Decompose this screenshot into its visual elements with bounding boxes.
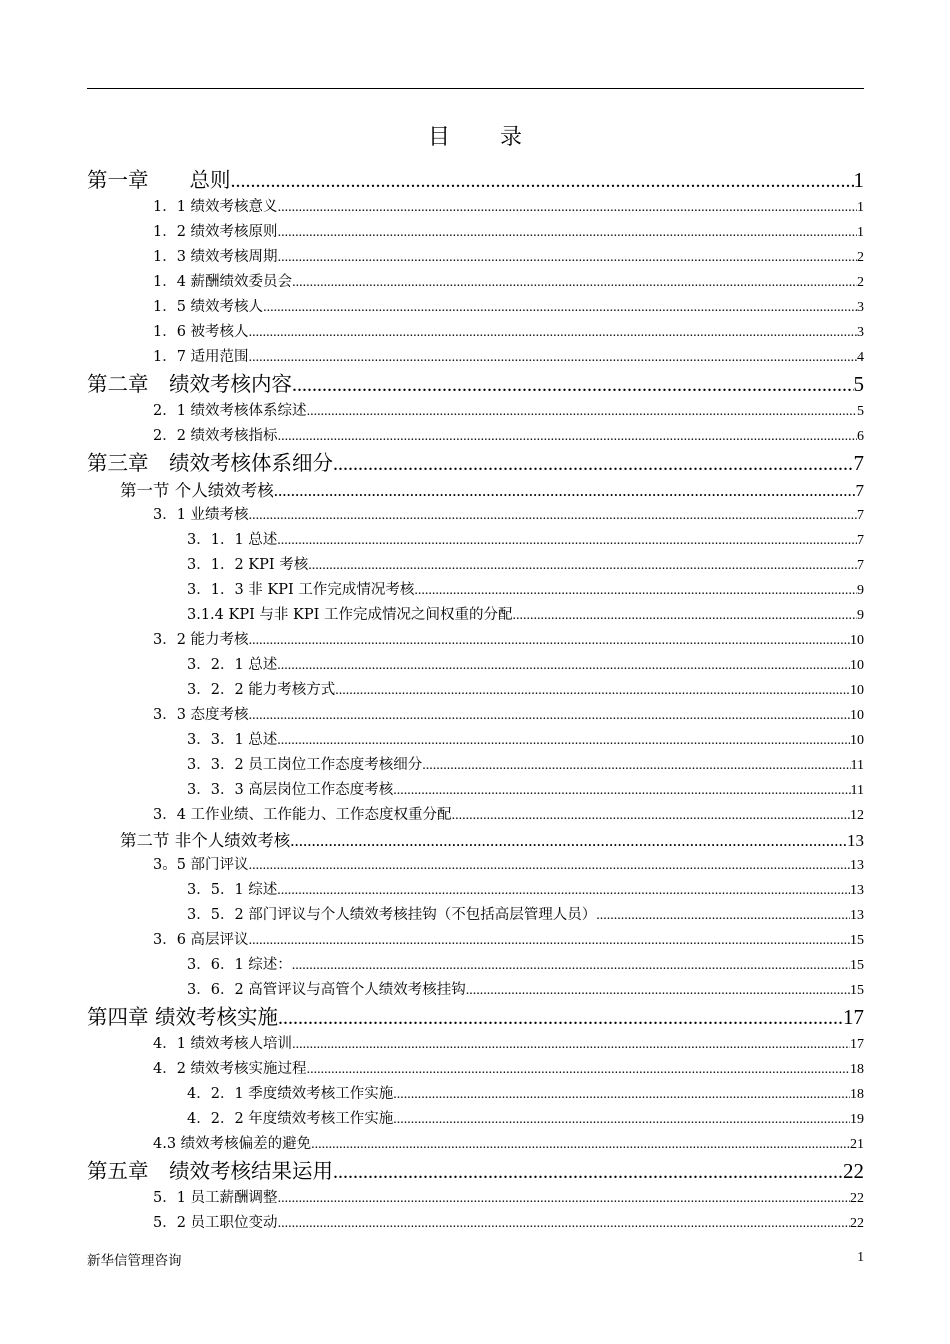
toc-entry-label: 3．1 业绩考核 bbox=[153, 507, 249, 523]
toc-entry[interactable] bbox=[87, 320, 864, 345]
toc-entry-page: 15 bbox=[850, 933, 864, 948]
toc-entry-label: 3．2 能力考核 bbox=[153, 632, 249, 648]
toc-entry-label: 第二节 非个人绩效考核 bbox=[120, 831, 291, 850]
toc-entry[interactable] bbox=[87, 220, 864, 245]
toc-entry-label: 1．3 绩效考核周期 bbox=[153, 249, 278, 265]
toc-entry-label: 3．1．2 KPI 考核 bbox=[187, 557, 309, 573]
toc-entry-page: 4 bbox=[857, 350, 864, 365]
toc-entry-page: 13 bbox=[850, 908, 864, 923]
toc-entry-page: 15 bbox=[850, 983, 864, 998]
toc-entry-label: 5．2 员工职位变动 bbox=[153, 1215, 278, 1231]
toc-entry-label: 1．7 适用范围 bbox=[153, 349, 249, 365]
toc-title bbox=[0, 120, 950, 151]
toc-entry-page: 1 bbox=[857, 225, 864, 240]
toc-entry-label: 3．3．3 高层岗位工作态度考核 bbox=[187, 782, 394, 798]
toc-dot-leader bbox=[452, 803, 850, 828]
toc-entry-page: 10 bbox=[850, 708, 864, 723]
toc-entry-label: 4.3 绩效考核偏差的避免 bbox=[153, 1136, 312, 1152]
toc-dot-leader bbox=[249, 503, 857, 528]
toc-dot-leader bbox=[333, 450, 854, 479]
toc-entry-page: 17 bbox=[850, 1037, 864, 1052]
toc-entry-label: 1．5 绩效考核人 bbox=[153, 299, 264, 315]
toc-entry[interactable] bbox=[87, 828, 864, 853]
toc-entry-label: 3．2．2 能力考核方式 bbox=[187, 682, 336, 698]
toc-dot-leader bbox=[249, 320, 857, 345]
toc-entry-page: 11 bbox=[850, 758, 864, 773]
toc-dot-leader bbox=[466, 978, 850, 1003]
toc-dot-leader bbox=[393, 1107, 850, 1132]
toc-dot-leader bbox=[278, 1186, 850, 1211]
toc-entry-page: 13 bbox=[850, 883, 864, 898]
toc-dot-leader bbox=[249, 928, 850, 953]
toc-entry-page: 17 bbox=[843, 1005, 864, 1029]
toc-entry-label: 1．4 薪酬绩效委员会 bbox=[153, 274, 293, 290]
toc-entry-page: 18 bbox=[850, 1062, 864, 1077]
toc-entry[interactable] bbox=[87, 803, 864, 828]
toc-entry[interactable] bbox=[87, 449, 864, 478]
toc-entry-page: 6 bbox=[857, 429, 864, 444]
toc-entry-page: 7 bbox=[857, 558, 864, 573]
toc-entry[interactable] bbox=[87, 853, 864, 878]
toc-entry-label: 4．2 绩效考核实施过程 bbox=[153, 1061, 307, 1077]
toc-dot-leader bbox=[249, 703, 850, 728]
toc-dot-leader bbox=[249, 628, 850, 653]
toc-entry[interactable] bbox=[87, 628, 864, 653]
toc-dot-leader bbox=[311, 1132, 850, 1157]
toc-dot-leader bbox=[249, 853, 850, 878]
toc-entry-label: 3．1．1 总述 bbox=[187, 532, 278, 548]
toc-entry-page: 7 bbox=[857, 533, 864, 548]
toc-entry-page: 9 bbox=[857, 608, 864, 623]
toc-entry[interactable] bbox=[87, 345, 864, 370]
toc-entry-label: 3．5．2 部门评议与个人绩效考核挂钩（不包括高层管理人员） bbox=[187, 907, 597, 923]
toc-entry-label: 3．3 态度考核 bbox=[153, 707, 249, 723]
toc-dot-leader bbox=[333, 1158, 843, 1187]
toc-dot-leader bbox=[278, 1004, 843, 1033]
toc-dot-leader bbox=[278, 1211, 850, 1236]
toc-entry-page: 10 bbox=[850, 658, 864, 673]
toc-dot-leader bbox=[290, 828, 847, 853]
toc-entry-label: 3。5 部门评议 bbox=[153, 857, 249, 873]
toc-entry-label: 3．2．1 总述 bbox=[187, 657, 278, 673]
toc-dot-leader bbox=[414, 578, 857, 603]
toc-entry[interactable] bbox=[87, 1003, 864, 1032]
toc-entry-page: 7 bbox=[853, 451, 864, 475]
toc-entry-page: 3 bbox=[857, 325, 864, 340]
toc-entry-label: 第四章 绩效考核实施 bbox=[87, 1005, 279, 1029]
toc-entry[interactable] bbox=[87, 778, 864, 803]
toc-entry[interactable] bbox=[87, 678, 864, 703]
toc-entry-page: 5 bbox=[857, 404, 864, 419]
toc-entry-label: 1．6 被考核人 bbox=[153, 324, 249, 340]
toc-entry[interactable] bbox=[87, 195, 864, 220]
toc-entry[interactable] bbox=[87, 703, 864, 728]
toc-dot-leader bbox=[308, 553, 857, 578]
toc-entry-page: 15 bbox=[850, 958, 864, 973]
toc-entry-page: 1 bbox=[853, 168, 864, 192]
toc-entry[interactable] bbox=[87, 1057, 864, 1082]
toc-dot-leader bbox=[292, 953, 850, 978]
toc-entry-label: 3．5．1 综述 bbox=[187, 882, 278, 898]
toc-entry-label: 3．6．2 高管评议与高管个人绩效考核挂钩 bbox=[187, 982, 466, 998]
toc-entry-label: 1．2 绩效考核原则 bbox=[153, 224, 278, 240]
toc-entry-page: 3 bbox=[857, 300, 864, 315]
toc-dot-leader bbox=[278, 245, 857, 270]
toc-entry[interactable] bbox=[87, 1132, 864, 1157]
toc-entry[interactable] bbox=[87, 903, 864, 928]
toc-entry[interactable] bbox=[87, 295, 864, 320]
toc-entry-label: 1．1 绩效考核意义 bbox=[153, 199, 278, 215]
toc-entry-page: 21 bbox=[850, 1137, 864, 1152]
toc-entry[interactable] bbox=[87, 728, 864, 753]
toc-entry-page: 11 bbox=[850, 783, 864, 798]
toc-dot-leader bbox=[274, 478, 856, 503]
toc-title-right: 录 bbox=[500, 125, 523, 150]
toc-entry-label: 3.1.4 KPI 与非 KPI 工作完成情况之间权重的分配 bbox=[187, 607, 513, 623]
toc-entry[interactable] bbox=[87, 878, 864, 903]
toc-dot-leader bbox=[277, 653, 850, 678]
toc-dot-leader bbox=[335, 678, 850, 703]
toc-entry[interactable] bbox=[87, 245, 864, 270]
toc-dot-leader bbox=[278, 424, 857, 449]
toc-entry-page: 10 bbox=[850, 683, 864, 698]
toc-dot-leader bbox=[512, 603, 857, 628]
toc-dot-leader bbox=[596, 903, 850, 928]
toc-entry[interactable] bbox=[87, 553, 864, 578]
toc-dot-leader bbox=[422, 753, 850, 778]
toc-entry-label: 3．4 工作业绩、工作能力、工作态度权重分配 bbox=[153, 807, 452, 823]
toc-entry-label: 3．3．2 员工岗位工作态度考核细分 bbox=[187, 757, 423, 773]
toc-entry[interactable] bbox=[87, 370, 864, 399]
toc-entry-page: 22 bbox=[843, 1159, 864, 1183]
table-of-contents bbox=[87, 166, 864, 1236]
toc-entry[interactable] bbox=[87, 503, 864, 528]
toc-entry-label: 第三章 绩效考核体系细分 bbox=[87, 451, 333, 475]
footer-company: 新华信管理咨询 bbox=[87, 1253, 182, 1269]
toc-entry-page: 18 bbox=[850, 1087, 864, 1102]
toc-entry-page: 22 bbox=[850, 1216, 864, 1231]
toc-dot-leader bbox=[292, 371, 854, 400]
toc-entry-page: 13 bbox=[850, 858, 864, 873]
toc-dot-leader bbox=[277, 728, 850, 753]
toc-entry[interactable] bbox=[87, 953, 864, 978]
toc-dot-leader bbox=[231, 167, 854, 196]
toc-dot-leader bbox=[307, 1057, 850, 1082]
toc-entry[interactable] bbox=[87, 270, 864, 295]
toc-entry-label: 3．6 高层评议 bbox=[153, 932, 249, 948]
toc-entry-label: 5．1 员工薪酬调整 bbox=[153, 1190, 278, 1206]
toc-dot-leader bbox=[277, 528, 857, 553]
toc-entry[interactable] bbox=[87, 1032, 864, 1057]
toc-entry-label: 第五章 绩效考核结果运用 bbox=[87, 1159, 333, 1183]
toc-entry[interactable] bbox=[87, 1157, 864, 1186]
toc-dot-leader bbox=[263, 295, 857, 320]
toc-entry-label: 第二章 绩效考核内容 bbox=[87, 372, 292, 396]
toc-entry-label: 3．1．3 非 KPI 工作完成情况考核 bbox=[187, 582, 415, 598]
toc-entry[interactable] bbox=[87, 166, 864, 195]
toc-entry-label: 3．6．1 综述： bbox=[187, 957, 292, 973]
toc-entry-page: 10 bbox=[850, 633, 864, 648]
toc-entry-page: 2 bbox=[857, 250, 864, 265]
header-rule bbox=[87, 88, 864, 89]
toc-entry[interactable] bbox=[87, 653, 864, 678]
footer-page-number: 1 bbox=[857, 1249, 864, 1264]
toc-dot-leader bbox=[292, 270, 857, 295]
toc-dot-leader bbox=[393, 778, 850, 803]
toc-entry-label: 4．2．1 季度绩效考核工作实施 bbox=[187, 1086, 394, 1102]
toc-entry-page: 1 bbox=[857, 200, 864, 215]
toc-entry[interactable] bbox=[87, 528, 864, 553]
toc-entry[interactable] bbox=[87, 1211, 864, 1236]
toc-entry[interactable] bbox=[87, 1107, 864, 1132]
toc-entry[interactable] bbox=[87, 978, 864, 1003]
toc-entry-page: 5 bbox=[853, 372, 864, 396]
toc-entry-page: 7 bbox=[857, 508, 864, 523]
toc-entry-label: 4．1 绩效考核人培训 bbox=[153, 1036, 293, 1052]
toc-entry[interactable] bbox=[87, 578, 864, 603]
toc-entry-label: 第一节 个人绩效考核 bbox=[120, 481, 274, 500]
toc-entry[interactable] bbox=[87, 424, 864, 449]
toc-entry-label: 2．1 绩效考核体系综述 bbox=[153, 403, 307, 419]
toc-entry-page: 10 bbox=[850, 733, 864, 748]
toc-entry-page: 9 bbox=[857, 583, 864, 598]
toc-entry[interactable] bbox=[87, 1082, 864, 1107]
toc-entry[interactable] bbox=[87, 478, 864, 503]
toc-entry-page: 19 bbox=[850, 1112, 864, 1127]
toc-entry-page: 13 bbox=[847, 831, 864, 850]
toc-entry-page: 7 bbox=[855, 481, 864, 500]
toc-entry[interactable] bbox=[87, 603, 864, 628]
toc-entry-page: 12 bbox=[850, 808, 864, 823]
toc-entry-label: 3．3．1 总述 bbox=[187, 732, 278, 748]
toc-entry[interactable] bbox=[87, 928, 864, 953]
toc-dot-leader bbox=[278, 220, 857, 245]
toc-entry[interactable] bbox=[87, 1186, 864, 1211]
toc-entry-label: 2．2 绩效考核指标 bbox=[153, 428, 278, 444]
toc-dot-leader bbox=[249, 345, 857, 370]
toc-dot-leader bbox=[277, 878, 850, 903]
toc-entry-label: 第一章 总则 bbox=[87, 168, 231, 192]
toc-title-left: 目 bbox=[427, 125, 450, 150]
toc-entry-page: 22 bbox=[850, 1191, 864, 1206]
toc-dot-leader bbox=[393, 1082, 850, 1107]
toc-entry[interactable] bbox=[87, 753, 864, 778]
toc-dot-leader bbox=[292, 1032, 850, 1057]
toc-entry-page: 2 bbox=[857, 275, 864, 290]
toc-entry[interactable] bbox=[87, 399, 864, 424]
toc-dot-leader bbox=[307, 399, 857, 424]
toc-entry-label: 4．2．2 年度绩效考核工作实施 bbox=[187, 1111, 394, 1127]
toc-dot-leader bbox=[278, 195, 857, 220]
